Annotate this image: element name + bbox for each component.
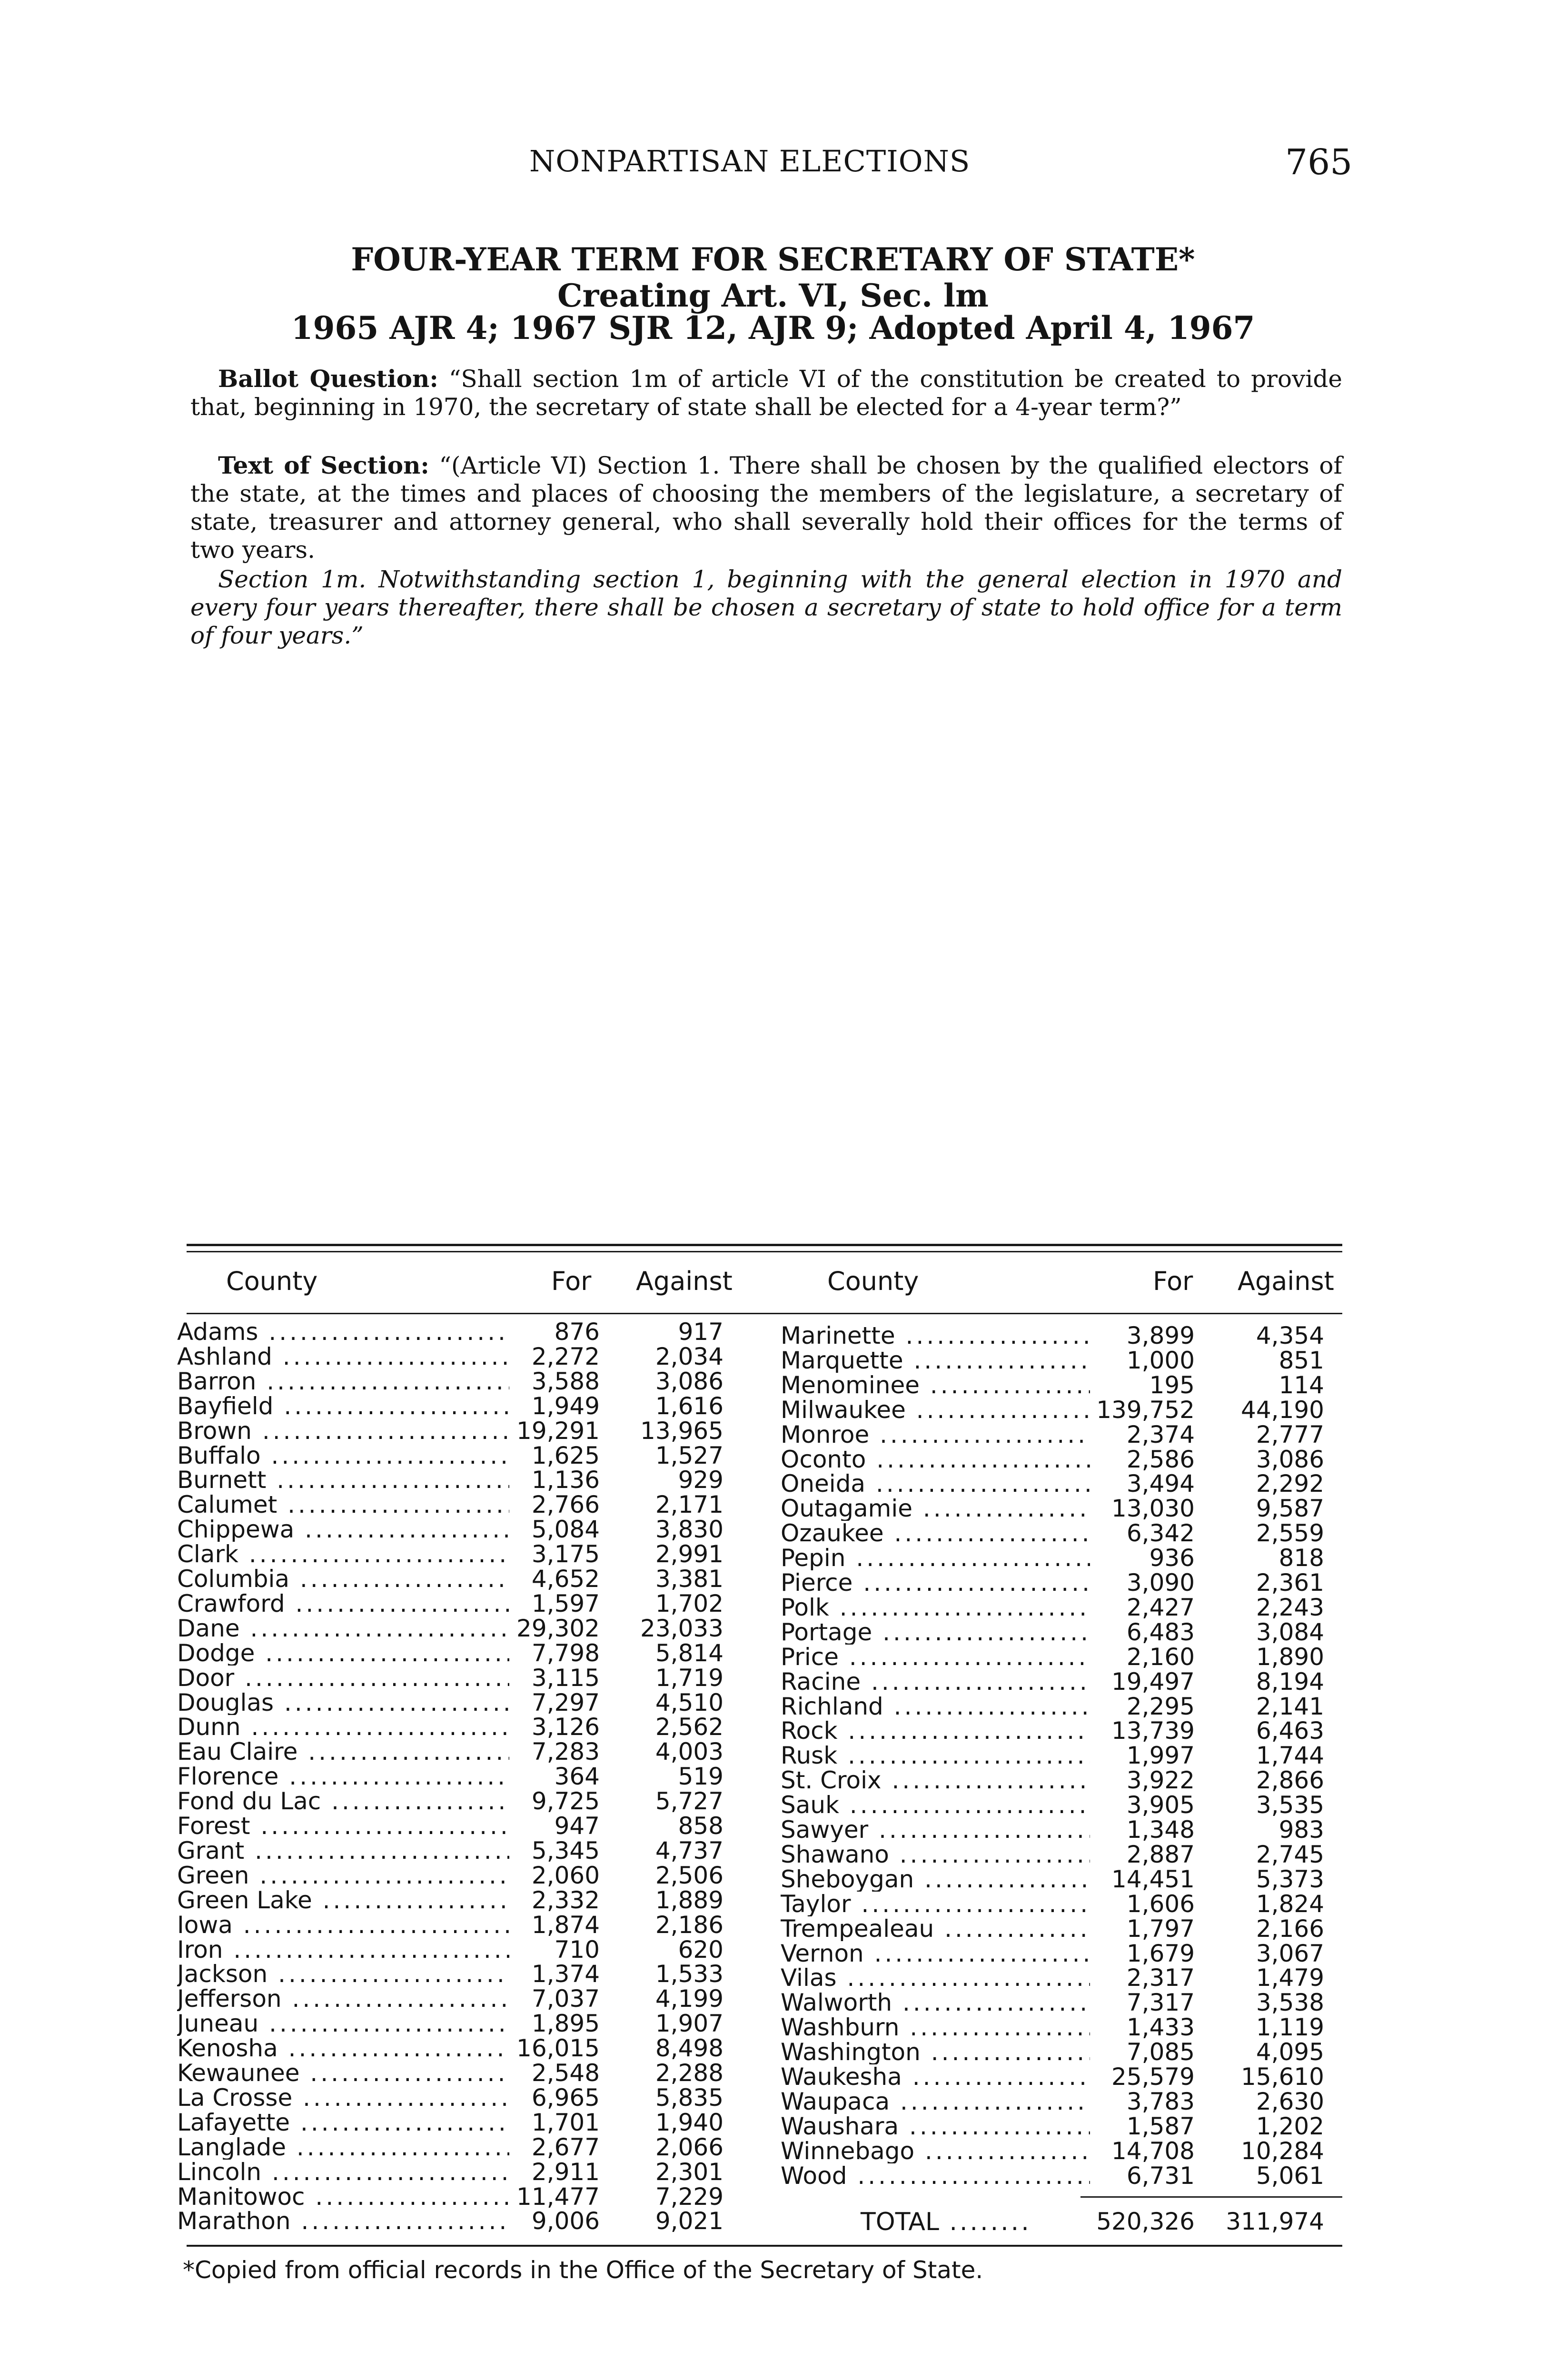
for-votes: 2,766: [531, 1491, 600, 1518]
for-votes: 6,483: [1126, 1618, 1195, 1646]
for-votes: 2,548: [531, 2059, 600, 2087]
for-votes: 1,597: [531, 1590, 600, 1617]
for-votes: 11,477: [516, 2183, 600, 2211]
county-name: Marquette .....: [781, 1348, 1090, 1373]
for-votes: 2,160: [1126, 1643, 1195, 1671]
against-votes: 15,610: [1241, 2063, 1324, 2091]
for-votes: 7,297: [531, 1689, 600, 1716]
against-votes: 6,463: [1256, 1717, 1324, 1745]
county-name: Trempealeau .....: [781, 1916, 1090, 1941]
county-name: Oneida .....: [781, 1471, 1090, 1496]
county-name: Menominee .....: [781, 1373, 1090, 1398]
table-row: [0, 1669, 1546, 1694]
against-votes: 2,186: [655, 1911, 723, 1939]
for-votes: 1,348: [1126, 1816, 1195, 1844]
against-votes: 4,354: [1256, 1322, 1324, 1349]
against-votes: 5,373: [1256, 1865, 1324, 1893]
against-votes: 23,033: [640, 1615, 723, 1642]
table-row: [0, 1422, 1546, 1447]
for-votes: 7,283: [531, 1738, 600, 1765]
county-name: Rock .....: [781, 1718, 1090, 1743]
against-votes: 1,702: [655, 1590, 723, 1617]
for-votes: 13,739: [1111, 1717, 1195, 1745]
county-name: Columbia .....: [177, 1567, 509, 1591]
against-votes: 4,003: [655, 1738, 723, 1765]
table-row: [0, 1694, 1546, 1719]
for-votes: 14,451: [1111, 1865, 1195, 1893]
table-row: [0, 1595, 1546, 1620]
county-name: Price .....: [781, 1645, 1090, 1669]
county-name: Fond du Lac .....: [177, 1789, 509, 1814]
text-of-section-label: Text of Section:: [218, 451, 429, 479]
for-votes: 3,115: [531, 1664, 600, 1692]
county-name: Portage .....: [781, 1620, 1090, 1645]
right-against-header: Against: [1238, 1266, 1334, 1296]
for-votes: 4,652: [531, 1565, 600, 1593]
county-name: Florence .....: [177, 1764, 509, 1789]
ballot-question-text: “Shall section 1m of article VI of the constitution be created to provide that, beginning in 1970, the secretary of state shall be elected for a 4-year term?”: [190, 365, 1342, 421]
against-votes: 2,559: [1256, 1519, 1324, 1547]
for-votes: 1,136: [531, 1466, 600, 1494]
for-votes: 2,317: [1126, 1964, 1195, 1992]
against-votes: 2,141: [1256, 1693, 1324, 1720]
against-votes: 2,361: [1256, 1569, 1324, 1597]
for-votes: 2,427: [1126, 1594, 1195, 1621]
for-votes: 6,731: [1126, 2162, 1195, 2190]
footnote: *Copied from official records in the Office of the Secretary of State.: [183, 2256, 983, 2284]
county-name: Lafayette .....: [177, 2110, 509, 2135]
for-votes: 1,587: [1126, 2112, 1195, 2140]
against-votes: 44,190: [1241, 1396, 1324, 1424]
for-votes: 3,126: [531, 1713, 600, 1741]
table-row: [0, 1323, 1546, 1348]
county-name: Marinette .....: [781, 1323, 1090, 1348]
against-votes: 3,086: [655, 1368, 723, 1395]
title-line-3: 1965 AJR 4; 1967 SJR 12, AJR 9; Adopted April 4, 1967: [291, 309, 1255, 347]
county-name: Vernon .....: [781, 1941, 1090, 1966]
table-row: [0, 1842, 1546, 1867]
for-votes: 3,922: [1126, 1766, 1195, 1794]
for-votes: 2,060: [531, 1862, 600, 1889]
county-name: Dane .....: [177, 1616, 509, 1641]
county-name: Kenosha .....: [177, 2036, 509, 2061]
against-votes: 5,727: [655, 1787, 723, 1815]
table-row: [0, 1990, 1546, 2015]
table-row: [0, 1892, 1546, 1916]
against-votes: 929: [678, 1466, 723, 1494]
against-votes: 1,616: [655, 1392, 723, 1420]
county-name: Winnebago .....: [781, 2139, 1090, 2163]
total-label: TOTAL .....: [861, 2208, 1031, 2236]
for-votes: 936: [1149, 1544, 1195, 1572]
against-votes: 4,095: [1256, 2038, 1324, 2066]
against-votes: 1,719: [655, 1664, 723, 1692]
table-row: [0, 1373, 1546, 1398]
county-name: Brown .....: [177, 1418, 509, 1443]
county-name: Vilas .....: [781, 1965, 1090, 1990]
table-row: [0, 2163, 1546, 2188]
county-name: Crawford .....: [177, 1591, 509, 1616]
against-votes: 1,907: [655, 2010, 723, 2037]
county-name: Sauk .....: [781, 1793, 1090, 1817]
table-top-rule-secondary: [187, 1251, 1342, 1252]
county-name: Clark .....: [177, 1542, 509, 1567]
county-name: La Crosse .....: [177, 2085, 509, 2110]
against-votes: 2,630: [1256, 2088, 1324, 2115]
text-of-section-paragraph: [190, 451, 1342, 564]
county-name: Chippewa .....: [177, 1517, 509, 1542]
county-name: Washington .....: [781, 2040, 1090, 2064]
against-votes: 2,301: [655, 2158, 723, 2186]
county-name: Milwaukee .....: [781, 1398, 1090, 1422]
against-votes: 2,292: [1256, 1470, 1324, 1497]
county-name: Dunn .....: [177, 1715, 509, 1739]
county-name: Jefferson .....: [177, 1986, 509, 2011]
against-votes: 620: [678, 1936, 723, 1964]
against-votes: 3,086: [1256, 1446, 1324, 1473]
page-number: 765: [1285, 142, 1353, 183]
for-votes: 6,965: [531, 2084, 600, 2112]
against-votes: 5,835: [655, 2084, 723, 2112]
county-name: Sawyer .....: [781, 1817, 1090, 1842]
county-name: Waukesha .....: [781, 2064, 1090, 2089]
for-votes: 195: [1149, 1371, 1195, 1399]
table-row: [0, 1916, 1546, 1941]
county-name: Pepin .....: [781, 1546, 1090, 1570]
county-name: Jackson .....: [177, 1962, 509, 1986]
against-votes: 1,479: [1256, 1964, 1324, 1992]
against-votes: 1,890: [1256, 1643, 1324, 1671]
county-name: Bayfield .....: [177, 1394, 509, 1418]
county-name: Lincoln .....: [177, 2160, 509, 2184]
county-name: Iron .....: [177, 1937, 509, 1962]
for-votes: 1,874: [531, 1911, 600, 1939]
against-votes: 3,084: [1256, 1618, 1324, 1646]
title-line-1: FOUR-YEAR TERM FOR SECRETARY OF STATE*: [351, 241, 1195, 278]
table-row: [0, 1718, 1546, 1743]
for-votes: 876: [554, 1318, 600, 1346]
county-name: Buffalo .....: [177, 1443, 509, 1468]
for-votes: 3,905: [1126, 1791, 1195, 1819]
county-name: Racine .....: [781, 1669, 1090, 1694]
against-votes: 9,587: [1256, 1495, 1324, 1522]
county-name: Calumet .....: [177, 1492, 509, 1517]
against-votes: 519: [678, 1763, 723, 1790]
county-name: Waushara .....: [781, 2114, 1090, 2139]
for-votes: 1,374: [531, 1960, 600, 1988]
county-name: Kewaunee .....: [177, 2061, 509, 2085]
against-votes: 858: [678, 1812, 723, 1840]
against-votes: 1,889: [655, 1886, 723, 1914]
for-votes: 2,332: [531, 1886, 600, 1914]
for-votes: 364: [554, 1763, 600, 1790]
total-against-value: 311,974: [1226, 2208, 1324, 2235]
against-votes: 4,510: [655, 1689, 723, 1716]
table-row: [0, 1546, 1546, 1570]
table-header-rule: [187, 1313, 1342, 1314]
against-votes: 2,034: [655, 1343, 723, 1370]
against-votes: 2,166: [1256, 1915, 1324, 1943]
against-votes: 1,527: [655, 1442, 723, 1469]
for-votes: 3,090: [1126, 1569, 1195, 1597]
against-votes: 2,991: [655, 1540, 723, 1568]
table-row: [0, 1620, 1546, 1645]
against-votes: 2,777: [1256, 1421, 1324, 1448]
table-row: [0, 1570, 1546, 1595]
table-row: [0, 2114, 1546, 2139]
county-name: Forest .....: [177, 1814, 509, 1838]
table-row: [0, 1817, 1546, 1842]
county-name: Marathon .....: [177, 2209, 509, 2233]
county-name: Monroe .....: [781, 1422, 1090, 1447]
county-name: Shawano .....: [781, 1842, 1090, 1867]
for-votes: 5,084: [531, 1516, 600, 1543]
county-name: Ashland .....: [177, 1344, 509, 1369]
against-votes: 3,538: [1256, 1989, 1324, 2016]
table-row: [0, 1965, 1546, 1990]
county-name: Wood .....: [781, 2163, 1090, 2188]
table-row: [0, 1496, 1546, 1521]
left-against-header: Against: [636, 1266, 733, 1296]
county-name: Rusk .....: [781, 1743, 1090, 1768]
table-row: [0, 2040, 1546, 2064]
table-row: [0, 1941, 1546, 1966]
against-votes: 3,535: [1256, 1791, 1324, 1819]
for-votes: 1,949: [531, 1392, 600, 1420]
ballot-question-label: Ballot Question:: [218, 365, 438, 393]
county-name: Dodge .....: [177, 1641, 509, 1666]
for-votes: 29,302: [516, 1615, 600, 1642]
against-votes: 2,506: [655, 1862, 723, 1889]
for-votes: 13,030: [1111, 1495, 1195, 1522]
for-votes: 2,911: [531, 2158, 600, 2186]
county-name: Green Lake .....: [177, 1888, 509, 1913]
for-votes: 1,701: [531, 2109, 600, 2136]
for-votes: 6,342: [1126, 1519, 1195, 1547]
for-votes: 947: [554, 1812, 600, 1840]
county-name: Ozaukee .....: [781, 1521, 1090, 1546]
table-bottom-rule: [187, 2245, 1342, 2247]
for-votes: 2,374: [1126, 1421, 1195, 1448]
county-name: Iowa .....: [177, 1913, 509, 1937]
table-row: [0, 1521, 1546, 1546]
for-votes: 1,000: [1126, 1347, 1195, 1374]
left-county-header: County: [226, 1266, 318, 1296]
county-name: Washburn .....: [781, 2015, 1090, 2040]
against-votes: 917: [678, 1318, 723, 1346]
section-1m-paragraph: Section 1m. Notwithstanding section 1, beginning with the general election in 1970 and every four years thereafter, there shall be chosen a secretary of state to hold office for a term of four years.”: [190, 565, 1342, 649]
total-rule: [1080, 2196, 1342, 2198]
county-name: Langlade .....: [177, 2135, 509, 2160]
for-votes: 14,708: [1111, 2137, 1195, 2165]
right-for-header: For: [1153, 1266, 1193, 1296]
for-votes: 25,579: [1111, 2063, 1195, 2091]
table-row: [0, 2064, 1546, 2089]
table-row: [0, 2089, 1546, 2114]
against-votes: 2,288: [655, 2059, 723, 2087]
county-name: Door .....: [177, 1666, 509, 1690]
table-row: [0, 2139, 1546, 2163]
for-votes: 19,497: [1111, 1668, 1195, 1696]
total-for-value: 520,326: [1096, 2208, 1195, 2235]
for-votes: 3,494: [1126, 1470, 1195, 1497]
for-votes: 2,586: [1126, 1446, 1195, 1473]
county-name: Manitowoc .....: [177, 2184, 509, 2209]
for-votes: 19,291: [516, 1417, 600, 1445]
for-votes: 2,677: [531, 2133, 600, 2161]
for-votes: 2,887: [1126, 1841, 1195, 1868]
table-row: [0, 1471, 1546, 1496]
against-votes: 7,229: [655, 2183, 723, 2211]
for-votes: 1,895: [531, 2010, 600, 2037]
right-county-header: County: [827, 1266, 919, 1296]
county-name: Grant .....: [177, 1838, 509, 1863]
against-votes: 4,737: [655, 1837, 723, 1864]
county-name: Douglas .....: [177, 1690, 509, 1715]
against-votes: 1,824: [1256, 1890, 1324, 1918]
county-name: Burnett .....: [177, 1468, 509, 1492]
table-row: [0, 1768, 1546, 1793]
for-votes: 1,433: [1126, 2013, 1195, 2041]
for-votes: 9,725: [531, 1787, 600, 1815]
county-name: Polk .....: [781, 1595, 1090, 1620]
for-votes: 1,606: [1126, 1890, 1195, 1918]
against-votes: 2,243: [1256, 1594, 1324, 1621]
for-votes: 3,783: [1126, 2088, 1195, 2115]
against-votes: 10,284: [1241, 2137, 1324, 2165]
county-name: Richland .....: [781, 1694, 1090, 1719]
for-votes: 2,272: [531, 1343, 600, 1370]
running-header: NONPARTISAN ELECTIONS: [529, 144, 971, 178]
county-name: Sheboygan .....: [781, 1867, 1090, 1892]
county-name: Taylor .....: [781, 1892, 1090, 1916]
against-votes: 851: [1278, 1347, 1324, 1374]
against-votes: 8,498: [655, 2034, 723, 2062]
for-votes: 1,997: [1126, 1742, 1195, 1769]
against-votes: 5,814: [655, 1639, 723, 1667]
county-name: Waupaca .....: [781, 2089, 1090, 2114]
against-votes: 1,533: [655, 1960, 723, 1988]
for-votes: 710: [554, 1936, 600, 1964]
against-votes: 2,745: [1256, 1841, 1324, 1868]
against-votes: 2,562: [655, 1713, 723, 1741]
for-votes: 5,345: [531, 1837, 600, 1864]
table-row: [0, 2015, 1546, 2040]
against-votes: 1,202: [1256, 2112, 1324, 2140]
table-row: [0, 1743, 1546, 1768]
left-for-header: For: [551, 1266, 592, 1296]
for-votes: 2,295: [1126, 1693, 1195, 1720]
table-row: [0, 1348, 1546, 1373]
county-name: Walworth .....: [781, 1990, 1090, 2015]
for-votes: 9,006: [531, 2207, 600, 2235]
for-votes: 7,317: [1126, 1989, 1195, 2016]
for-votes: 139,752: [1096, 1396, 1195, 1424]
table-top-rule: [187, 1244, 1342, 1246]
county-name: Green .....: [177, 1863, 509, 1888]
against-votes: 3,067: [1256, 1940, 1324, 1967]
against-votes: 13,965: [640, 1417, 723, 1445]
against-votes: 2,171: [655, 1491, 723, 1518]
against-votes: 1,119: [1256, 2013, 1324, 2041]
county-name: Pierce .....: [781, 1570, 1090, 1595]
for-votes: 1,679: [1126, 1940, 1195, 1967]
for-votes: 7,798: [531, 1639, 600, 1667]
for-votes: 16,015: [516, 2034, 600, 2062]
for-votes: 3,588: [531, 1368, 600, 1395]
county-name: Eau Claire .....: [177, 1739, 509, 1764]
text-of-section-text: “(Article VI) Section 1. There shall be chosen by the qualified electors of the state, at the times and places of choosing the members of the legislature, a secretary of state, treasurer and attorney general, who shall severally hold their offices for the terms of two years.: [190, 452, 1342, 564]
county-name: Adams .....: [177, 1319, 509, 1344]
against-votes: 4,199: [655, 1985, 723, 2013]
table-row: [0, 1645, 1546, 1669]
table-row: [0, 1398, 1546, 1422]
table-row: [0, 1867, 1546, 1892]
against-votes: 1,744: [1256, 1742, 1324, 1769]
against-votes: 8,194: [1256, 1668, 1324, 1696]
for-votes: 3,899: [1126, 1322, 1195, 1349]
county-name: Juneau .....: [177, 2011, 509, 2036]
against-votes: 818: [1278, 1544, 1324, 1572]
against-votes: 3,381: [655, 1565, 723, 1593]
against-votes: 3,830: [655, 1516, 723, 1543]
for-votes: 3,175: [531, 1540, 600, 1568]
against-votes: 1,940: [655, 2109, 723, 2136]
against-votes: 2,066: [655, 2133, 723, 2161]
against-votes: 114: [1278, 1371, 1324, 1399]
county-name: Barron .....: [177, 1369, 509, 1394]
table-row: [0, 1793, 1546, 1817]
for-votes: 1,625: [531, 1442, 600, 1469]
county-name: Oconto .....: [781, 1447, 1090, 1472]
for-votes: 7,085: [1126, 2038, 1195, 2066]
for-votes: 1,797: [1126, 1915, 1195, 1943]
for-votes: 7,037: [531, 1985, 600, 2013]
against-votes: 983: [1278, 1816, 1324, 1844]
against-votes: 5,061: [1256, 2162, 1324, 2190]
table-row: [0, 1447, 1546, 1472]
county-name: Outagamie .....: [781, 1496, 1090, 1521]
against-votes: 2,866: [1256, 1766, 1324, 1794]
county-name: St. Croix .....: [781, 1768, 1090, 1793]
title-line-2: Creating Art. VI, Sec. lm: [557, 277, 989, 314]
ballot-question-paragraph: [190, 365, 1342, 421]
against-votes: 9,021: [655, 2207, 723, 2235]
